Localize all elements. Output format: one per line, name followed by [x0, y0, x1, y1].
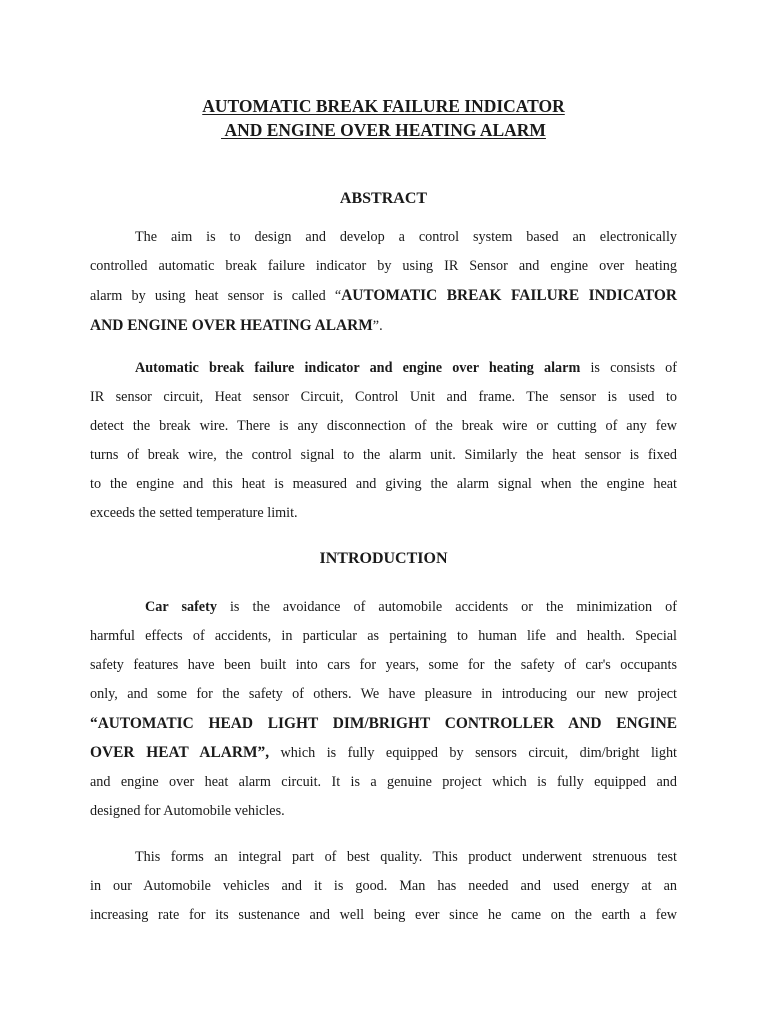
text-line: turns of break wire, the control signal to the alarm unit. Similarly the heat sensor is fixed [90, 447, 677, 463]
text-line: Automatic break failure indicator and engine over heating alarm is consists of [135, 360, 677, 376]
text-line: increasing rate for its sustenance and well being ever since he came on the earth a few [90, 907, 677, 923]
document-title [90, 94, 677, 142]
text-line: The aim is to design and develop a control system based an electronically [135, 229, 677, 245]
text-line: Car safety is the avoidance of automobile accidents or the minimization of [145, 599, 677, 615]
text-line: OVER HEAT ALARM”, which is fully equipped by sensors circuit, dim/bright light [90, 744, 677, 761]
text-line: to the engine and this heat is measured and giving the alarm signal when the engine heat [90, 476, 677, 492]
title-line-2: AND ENGINE OVER HEATING ALARM [221, 120, 546, 140]
introduction-paragraph-2 [90, 843, 677, 930]
text-line: exceeds the setted temperature limit. [90, 505, 298, 521]
text-line: IR sensor circuit, Heat sensor Circuit, Control Unit and frame. The sensor is used to [90, 389, 677, 405]
title-line-1: AUTOMATIC BREAK FAILURE INDICATOR [202, 96, 565, 116]
text-line: only, and some for the safety of others. We have pleasure in introducing our new project [90, 686, 677, 702]
text-line: AND ENGINE OVER HEATING ALARM”. [90, 317, 383, 334]
text-line: designed for Automobile vehicles. [90, 803, 285, 819]
text-line: harmful effects of accidents, in particular as pertaining to human life and health. Special [90, 628, 677, 644]
text-line: in our Automobile vehicles and it is good. Man has needed and used energy at an [90, 878, 677, 894]
introduction-paragraph-1 [90, 593, 677, 826]
abstract-paragraph-1 [90, 223, 677, 341]
introduction-heading: INTRODUCTION [319, 550, 448, 567]
text-line: and engine over heat alarm circuit. It is a genuine project which is fully equipped and [90, 774, 677, 790]
text-line: This forms an integral part of best quality. This product underwent strenuous test [135, 849, 677, 865]
abstract-paragraph-2 [90, 354, 677, 528]
text-line: alarm by using heat sensor is called “AUTOMATIC BREAK FAILURE INDICATOR [90, 287, 677, 304]
text-line: safety features have been built into cars for years, some for the safety of car's occupants [90, 657, 677, 673]
abstract-heading: ABSTRACT [339, 190, 428, 207]
text-line: controlled automatic break failure indicator by using IR Sensor and engine over heating [90, 258, 677, 274]
text-line: “AUTOMATIC HEAD LIGHT DIM/BRIGHT CONTROLLER AND ENGINE [90, 715, 677, 732]
text-line: detect the break wire. There is any disconnection of the break wire or cutting of any few [90, 418, 677, 434]
